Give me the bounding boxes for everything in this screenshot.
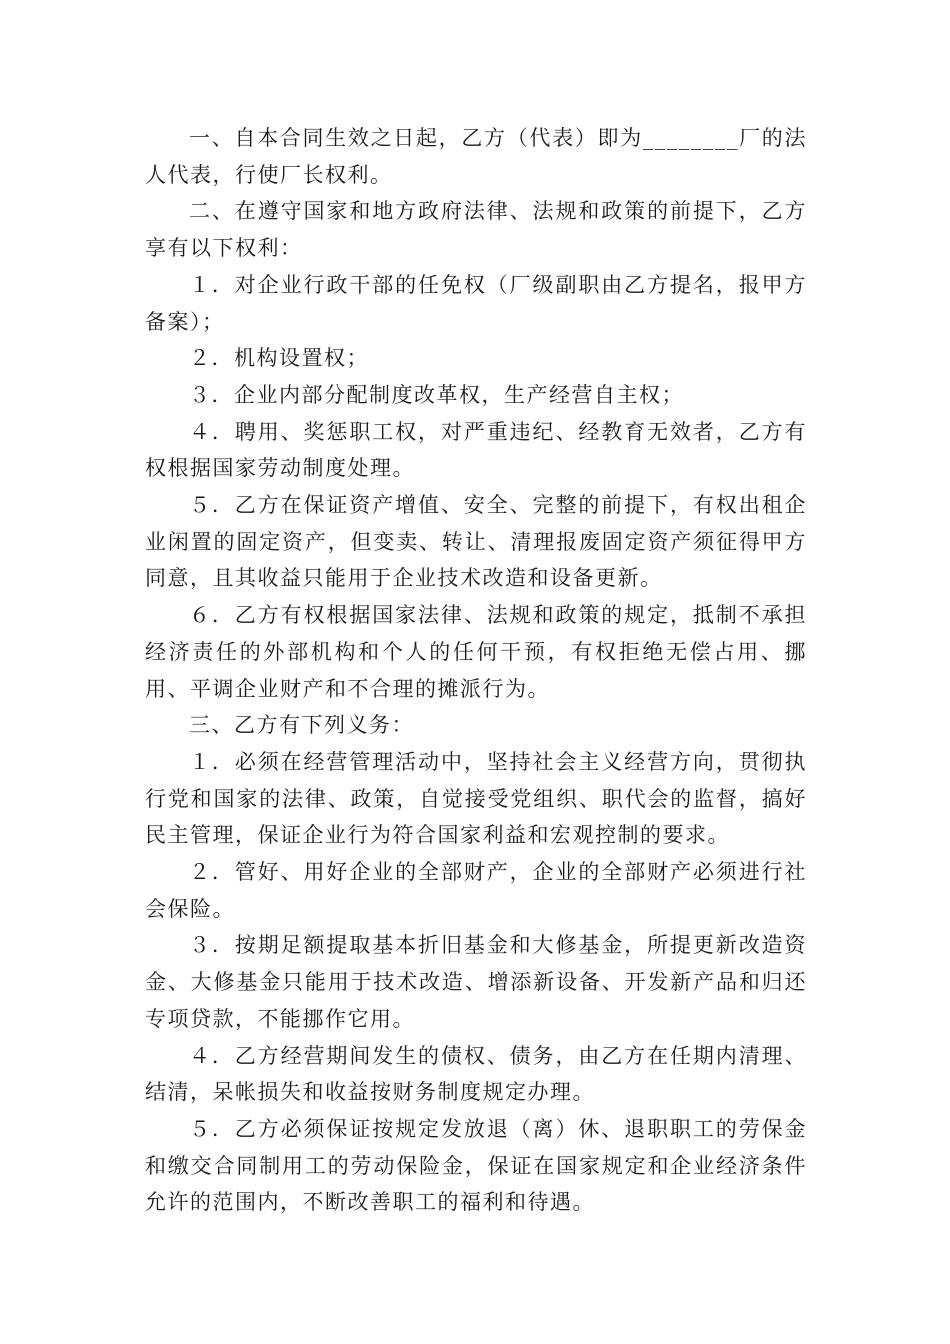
duty-item-2: ２．管好、用好企业的全部财产，企业的全部财产必须进行社会保险。	[145, 860, 807, 921]
document-body	[145, 120, 807, 1221]
duty-item-5: ５．乙方必须保证按规定发放退（离）休、退职职工的劳保金和缴交合同制用工的劳动保险金，保证在国家规定和企业经济条件允许的范围内，不断改善职工的福利和待遇。	[145, 1116, 807, 1215]
right-item-3: ３．企业内部分配制度改革权，生产经营自主权；	[189, 382, 684, 407]
clause-1-legal-representative: 一、自本合同生效之日起，乙方（代表）即为________厂的法人代表，行使厂长权利。	[145, 126, 807, 187]
duty-item-3: ３．按期足额提取基本折旧基金和大修基金，所提更新改造资金、大修基金只能用于技术改造、增添新设备、开发新产品和归还专项贷款，不能挪作它用。	[145, 933, 807, 1031]
right-item-4: ４．聘用、奖惩职工权，对严重违纪、经教育无效者，乙方有权根据国家劳动制度处理。	[145, 419, 807, 481]
clause-3-duties-heading: 三、乙方有下列义务：	[189, 713, 414, 738]
right-item-5: ５．乙方在保证资产增值、安全、完整的前提下，有权出租企业闲置的固定资产，但变卖、转让、清理报废固定资产须征得甲方同意，且其收益只能用于企业技术改造和设备更新。	[145, 493, 807, 591]
duty-item-4: ４．乙方经营期间发生的债权、债务，由乙方在任期内清理、结清，呆帐损失和收益按财务制度规定办理。	[145, 1043, 807, 1105]
right-item-1: １．对企业行政干部的任免权（厂级副职由乙方提名，报甲方备案）；	[145, 272, 807, 334]
right-item-6: ６．乙方有权根据国家法律、法规和政策的规定，抵制不承担经济责任的外部机构和个人的任何干预，有权拒绝无偿占用、挪用、平调企业财产和不合理的摊派行为。	[145, 603, 807, 701]
duty-item-1: １．必须在经营管理活动中，坚持社会主义经营方向，贯彻执行党和国家的法律、政策，自觉接受党组织、职代会的监督，搞好民主管理，保证企业行为符合国家利益和宏观控制的要求。	[145, 749, 807, 848]
right-item-2: ２．机构设置权；	[189, 346, 369, 371]
clause-2-rights-heading: 二、在遵守国家和地方政府法律、法规和政策的前提下，乙方享有以下权利：	[145, 199, 807, 261]
